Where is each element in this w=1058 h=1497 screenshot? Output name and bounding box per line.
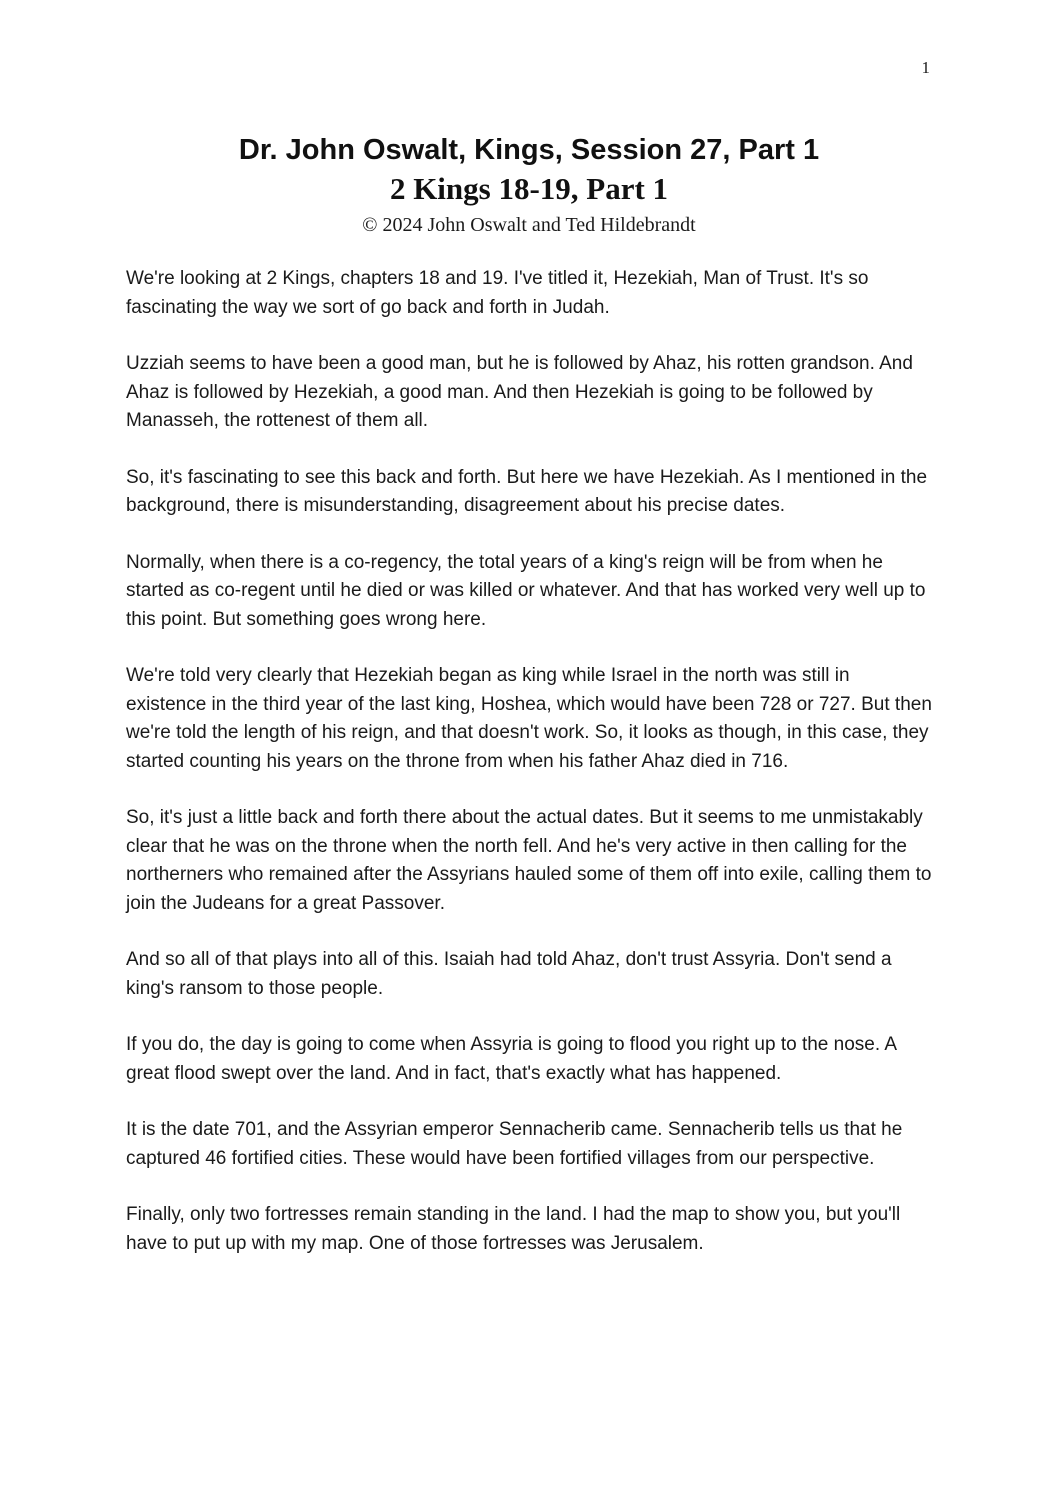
paragraph: Normally, when there is a co-regency, the total years of a king's reign will be from when he started as co-regent until he died or was killed or whatever. And that has worked very well up to this point. But something goes wrong here.: [126, 551, 926, 630]
paragraph: And so all of that plays into all of this. Isaiah had told Ahaz, don't trust Assyria. Don't send a king's ransom to those people.: [126, 949, 892, 999]
paragraph: We're told very clearly that Hezekiah began as king while Israel in the north was still in existence in the third year of the last king, Hoshea, which would have been 728 or 727. But then we're told the length of his reign, and that doesn't work. So, it looks as though, in this case, they started counting his years on the throne from when his father Ahaz died in 716.: [126, 665, 932, 772]
paragraph: So, it's just a little back and forth there about the actual dates. But it seems to me unmistakably clear that he was on the throne when the north fell. And he's very active in then calling for the northerners who remained after the Assyrians hauled some of them off into exile, calling them to join the Judeans for a great Passover.: [126, 807, 932, 914]
paragraph: Uzziah seems to have been a good man, but he is followed by Ahaz, his rotten grandson. And Ahaz is followed by Hezekiah, a good man. And then Hezekiah is going to be followed by Manasseh, the rottenest of them all.: [126, 353, 913, 431]
document-subtitle: 2 Kings 18-19, Part 1: [389, 171, 669, 206]
copyright-line: © 2024 John Oswalt and Ted Hildebrandt: [362, 214, 696, 236]
paragraph: We're looking at 2 Kings, chapters 18 and 19. I've titled it, Hezekiah, Man of Trust. It's so fascinating the way we sort of go back and forth in Judah.: [126, 268, 869, 318]
transcript-body: [126, 265, 932, 1258]
page-number: 1: [921, 58, 930, 77]
paragraph: It is the date 701, and the Assyrian emperor Sennacherib came. Sennacherib tells us that he captured 46 fortified cities. These would have been fortified villages from our perspective.: [126, 1119, 903, 1169]
paragraph: If you do, the day is going to come when Assyria is going to flood you right up to the nose. A great flood swept over the land. And in fact, that's exactly what has happened.: [126, 1034, 896, 1084]
paragraph: So, it's fascinating to see this back and forth. But here we have Hezekiah. As I mentioned in the background, there is misunderstanding, disagreement about his precise dates.: [126, 466, 928, 516]
document-title: Dr. John Oswalt, Kings, Session 27, Part 1: [238, 134, 820, 166]
paragraph: Finally, only two fortresses remain standing in the land. I had the map to show you, but you'll have to put up with my map. One of those fortresses was Jerusalem.: [126, 1204, 901, 1254]
